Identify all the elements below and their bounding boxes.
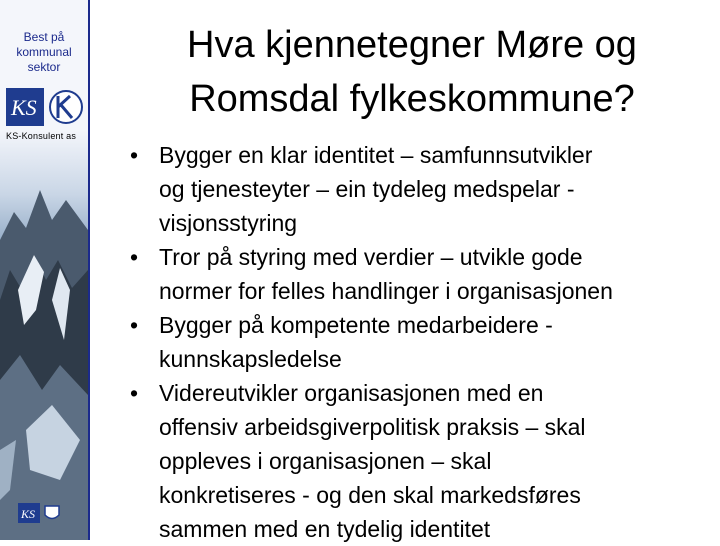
bullet-line: konkretiseres - og den skal markedsføres [159, 482, 581, 508]
bullet-line: • Tror på styring med verdier – utvikle gode [159, 244, 583, 270]
ks-footer-logo-text: KS [21, 507, 36, 521]
tagline-line: sektor [27, 60, 61, 74]
bullet-item [130, 240, 715, 308]
bullet-item [130, 138, 715, 240]
bullet-line: • Bygger på kompetente medarbeidere - [159, 312, 553, 338]
mountain-photo [0, 150, 88, 540]
bullet-line: sammen med en tydelig identitet [159, 516, 491, 542]
slide-title [112, 18, 712, 126]
ks-logo-text: KS [11, 95, 37, 120]
tagline-line: Best på [23, 30, 65, 44]
bullet-line: kunnskapsledelse [159, 346, 342, 372]
bullet-line: offensiv arbeidsgiverpolitisk praksis – skal [159, 414, 586, 440]
title-line: Romsdal fylkeskommune? [189, 78, 635, 120]
bullet-line: oppleves i organisasjonen – skal [159, 448, 492, 474]
bullet-line: visjonsstyring [159, 210, 298, 236]
ks-logo [6, 88, 84, 126]
bullet-line: og tjenesteyter – ein tydeleg medspelar - [159, 176, 575, 202]
bullet-item [130, 308, 715, 376]
bullet-line: • Bygger en klar identitet – samfunnsutvikler [159, 142, 593, 168]
tagline-line: kommunal [16, 45, 72, 59]
bullet-line: normer for felles handlinger i organisasjonen [159, 278, 613, 304]
bullet-item [130, 376, 715, 546]
bullet-list [130, 138, 715, 546]
title-line: Hva kjennetegner Møre og [187, 24, 637, 66]
bullet-line: • Videreutvikler organisasjonen med en [159, 380, 544, 406]
ks-footer-logo [18, 503, 64, 523]
sidebar [0, 0, 90, 540]
logo-subtitle: KS-Konsulent as [6, 131, 77, 141]
tagline [4, 30, 84, 75]
